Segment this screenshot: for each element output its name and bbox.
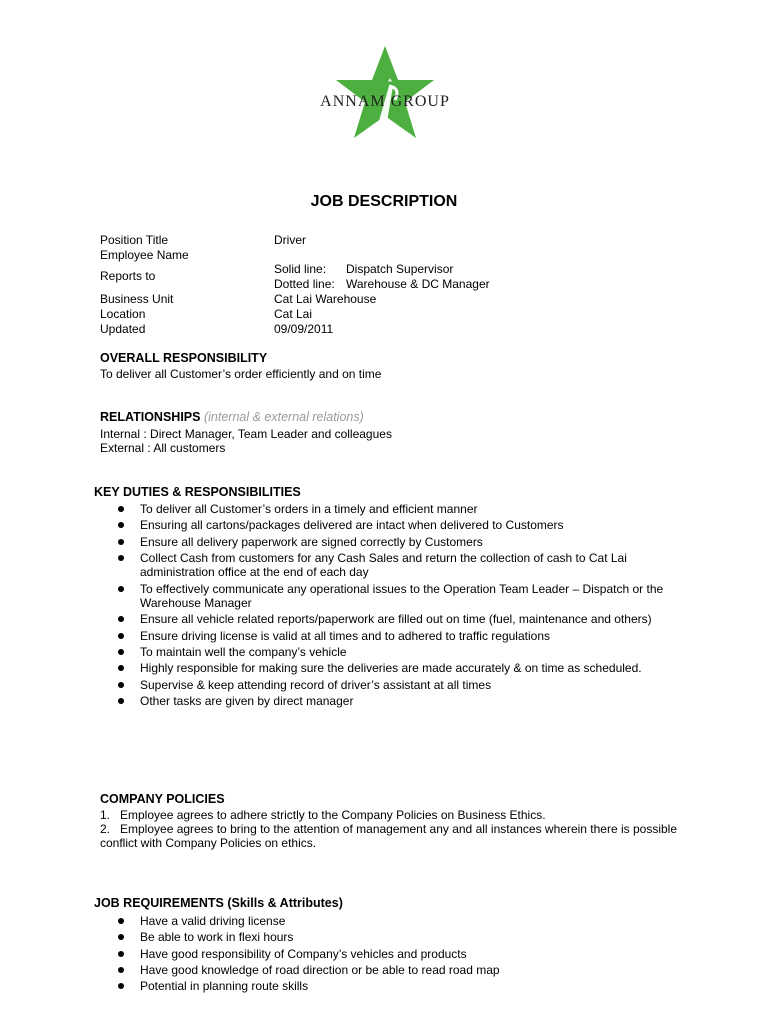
job-requirements-heading: JOB REQUIREMENTS (Skills & Attributes) <box>94 896 343 910</box>
relationships-note: (internal & external relations) <box>203 410 364 424</box>
position-title-value: Driver <box>274 233 306 247</box>
list-item: Highly responsible for making sure the deliveries are made accurately & on time as scheduled. <box>140 661 680 676</box>
key-duties-heading: KEY DUTIES & RESPONSIBILITIES <box>94 485 301 499</box>
overall-responsibility-heading: OVERALL RESPONSIBILITY <box>100 351 268 365</box>
business-unit-label: Business Unit <box>100 292 174 306</box>
relationships-internal: Internal : Direct Manager, Team Leader and colleagues <box>100 427 392 441</box>
list-item: To deliver all Customer’s orders in a timely and efficient manner <box>140 502 680 517</box>
reports-to-value <box>274 262 490 292</box>
policy-item <box>100 822 680 850</box>
position-title-label: Position Title <box>100 233 169 247</box>
list-item: Be able to work in flexi hours <box>140 930 680 945</box>
list-item: Other tasks are given by direct manager <box>140 694 680 709</box>
location-row <box>100 307 660 322</box>
company-policies-heading: COMPANY POLICIES <box>100 792 225 806</box>
list-item: To maintain well the company’s vehicle <box>140 645 680 660</box>
list-item: Have a valid driving license <box>140 914 680 929</box>
list-item: Supervise & keep attending record of driver’s assistant at all times <box>140 678 680 693</box>
relationships-external: External : All customers <box>100 441 226 455</box>
policy-text: Employee agrees to bring to the attention of management any and all instances wherein there is possible conflict with Company Policies on ethics. <box>100 822 678 850</box>
reports-dotted-label: Dotted line: <box>274 277 335 291</box>
policy-number: 2. <box>100 822 111 836</box>
list-item: Have good responsibility of Company’s vehicles and products <box>140 947 680 962</box>
list-item: Ensure all vehicle related reports/paperwork are filled out on time (fuel, maintenance and others) <box>140 612 680 627</box>
logo-wordmark: ANNAM GROUP <box>320 93 450 110</box>
job-requirements-list <box>140 914 680 995</box>
relationships-heading-text: RELATIONSHIPS <box>100 410 201 424</box>
position-title-row <box>100 233 660 248</box>
list-item: Collect Cash from customers for any Cash Sales and return the collection of cash to Cat Lai administration office at the end of each day <box>140 551 680 580</box>
reports-to-label: Reports to <box>100 269 156 283</box>
reports-dotted-value: Warehouse & DC Manager <box>346 277 490 291</box>
list-item: To effectively communicate any operational issues to the Operation Team Leader – Dispatch or the Warehouse Manager <box>140 582 680 611</box>
page-title: JOB DESCRIPTION <box>310 193 458 210</box>
list-item: Ensuring all cartons/packages delivered are intact when delivered to Customers <box>140 518 680 533</box>
updated-label: Updated <box>100 322 146 336</box>
job-info-table <box>100 233 660 337</box>
overall-responsibility-text: To deliver all Customer’s order efficiently and on time <box>100 367 382 381</box>
star-icon <box>315 44 455 140</box>
reports-to-row <box>100 262 660 292</box>
list-item: Have good knowledge of road direction or be able to read road map <box>140 963 680 978</box>
relationships-heading <box>100 410 364 425</box>
policy-text: Employee agrees to adhere strictly to the Company Policies on Business Ethics. <box>120 808 546 822</box>
company-logo <box>315 44 455 140</box>
updated-row <box>100 322 660 337</box>
reports-solid-label: Solid line: <box>274 262 327 276</box>
key-duties-list <box>140 502 680 710</box>
policy-number: 1. <box>100 808 111 822</box>
list-item: Ensure driving license is valid at all times and to adhered to traffic regulations <box>140 629 680 644</box>
list-item: Potential in planning route skills <box>140 979 680 994</box>
reports-solid-value: Dispatch Supervisor <box>346 262 454 276</box>
policy-item <box>100 808 680 822</box>
employee-name-label: Employee Name <box>100 248 189 262</box>
location-label: Location <box>100 307 146 321</box>
updated-value: 09/09/2011 <box>274 322 334 336</box>
employee-name-row <box>100 248 660 262</box>
business-unit-row <box>100 292 660 307</box>
business-unit-value: Cat Lai Warehouse <box>274 292 377 306</box>
list-item: Ensure all delivery paperwork are signed correctly by Customers <box>140 535 680 550</box>
location-value: Cat Lai <box>274 307 313 321</box>
company-policies-list <box>100 808 680 850</box>
